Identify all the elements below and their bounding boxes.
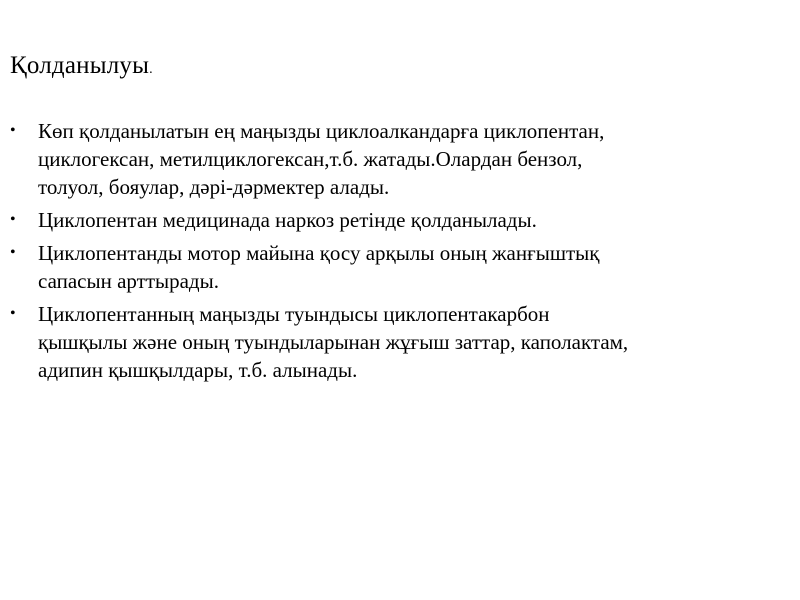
bullet-line: қышқылы және оның туындыларынан жұғыш заттар, каполактам, (38, 330, 629, 354)
bullet-icon: • (10, 211, 16, 228)
slide-title-period: . (149, 62, 153, 77)
bullet-line: Көп қолданылатын ең маңызды циклоалкандарға циклопентан, (38, 119, 605, 143)
bullet-line: толуол, бояулар, дәрі-дәрмектер алады. (38, 175, 390, 199)
bullet-line: Циклопентан медицинада наркоз ретінде қолданылады. (38, 208, 537, 232)
bullet-icon: • (10, 122, 16, 139)
bullet-icon: • (10, 305, 16, 322)
slide-title-text: Қолданылуы (10, 52, 150, 79)
bullet-line: Циклопентанды мотор майына қосу арқылы оның жанғыштық (38, 241, 600, 265)
slide-title (10, 46, 153, 90)
bullet-line: Циклопентанның маңызды туындысы циклопентакарбон (38, 302, 550, 326)
bullet-line: циклогексан, метилциклогексан,т.б. жатады.Олардан бензол, (38, 147, 583, 171)
bullet-item-derivatives (8, 300, 788, 384)
bullet-icon: • (10, 244, 16, 261)
bullet-line: адипин қышқылдары, т.б. алынады. (38, 358, 358, 382)
bullet-item-motor-oil (8, 239, 788, 295)
bullet-list (8, 117, 788, 389)
bullet-item-usage-cycloalkanes (8, 117, 788, 201)
bullet-item-medicine (8, 206, 788, 234)
bullet-line: сапасын арттырады. (38, 269, 219, 293)
